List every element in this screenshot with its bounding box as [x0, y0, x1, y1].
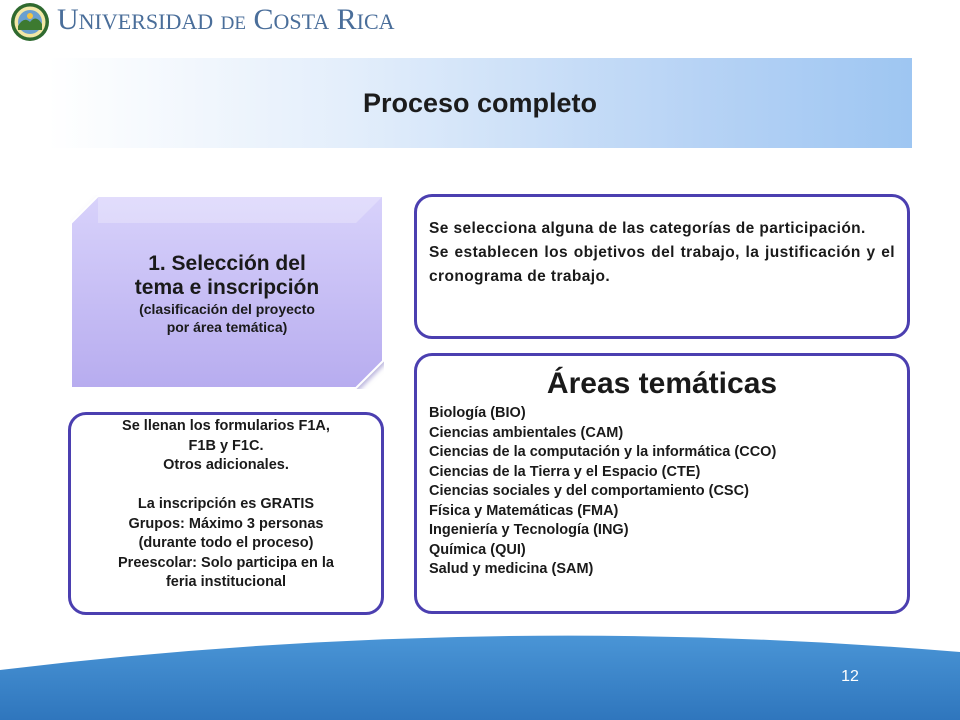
- university-seal-icon: [10, 2, 50, 42]
- step-title-line: tema e inscripción: [134, 276, 320, 299]
- forms-line: feria institucional: [165, 574, 287, 590]
- step-text: [70, 195, 384, 389]
- step-subtitle-line: por área temática): [166, 319, 288, 335]
- list-item: Biología (BIO): [429, 405, 526, 421]
- forms-line: (durante todo el proceso): [138, 535, 314, 551]
- forms-line: Se llenan los formularios F1A,: [122, 418, 330, 434]
- step-subtitle-line: (clasificación del proyecto: [139, 301, 315, 317]
- page-number: 12: [841, 668, 859, 685]
- footer-wave: [0, 630, 960, 720]
- list-item: Ingeniería y Tecnología (ING): [429, 522, 629, 538]
- list-item: Física y Matemáticas (FMA): [429, 502, 619, 519]
- list-item: Ciencias sociales y del comportamiento (CSC): [429, 483, 749, 499]
- thematic-areas-box: [414, 353, 910, 614]
- thematic-areas-list: [429, 404, 895, 580]
- selection-info-box: [414, 194, 910, 339]
- list-item: Ciencias de la Tierra y el Espacio (CTE): [429, 463, 701, 480]
- info-paragraph-objectives: Se establecen los objetivos del trabajo, la justificación y el cronograma de trabajo.: [429, 244, 895, 285]
- step-subtitle: [139, 300, 315, 336]
- registration-forms-box: [68, 412, 384, 615]
- list-item: Salud y medicina (SAM): [429, 561, 594, 577]
- list-item: Ciencias ambientales (CAM): [429, 424, 624, 441]
- info-paragraph-categories: Se selecciona alguna de las categorías de participación.: [429, 220, 866, 237]
- forms-line: Grupos: Máximo 3 personas: [128, 515, 324, 532]
- step-title-line: 1. Selección del: [148, 252, 306, 275]
- step-title: [135, 248, 319, 300]
- header-bar: [0, 0, 960, 44]
- thematic-areas-title: Áreas temáticas: [546, 367, 778, 400]
- forms-line: Otros adicionales.: [163, 457, 289, 473]
- forms-line: F1B y F1C.: [188, 437, 264, 454]
- list-item: Química (QUI): [429, 541, 526, 558]
- title-band: [48, 58, 912, 148]
- spacer: [77, 476, 375, 496]
- step-box: [70, 195, 384, 389]
- list-item: Ciencias de la computación y la informática (CCO): [429, 444, 777, 460]
- forms-line: La inscripción es GRATIS: [137, 496, 315, 512]
- slide-title: Proceso completo: [362, 87, 598, 118]
- forms-line: Preescolar: Solo participa en la: [118, 554, 334, 571]
- university-name: UNIVERSIDAD DE COSTA RICA: [57, 3, 395, 36]
